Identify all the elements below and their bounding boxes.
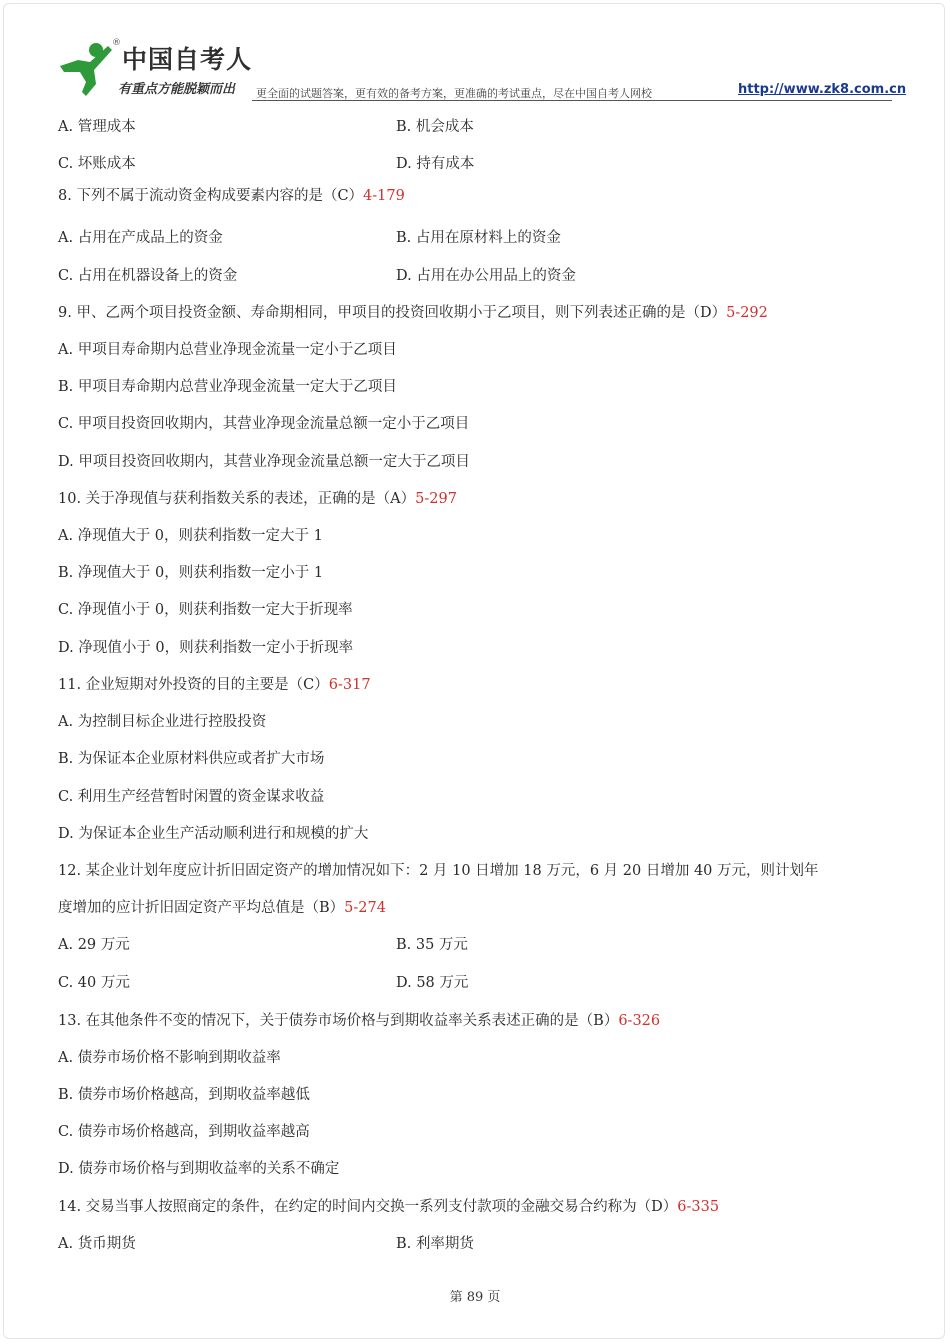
page-reference: 5-297 (415, 491, 457, 507)
question-text: 14. 交易当事人按照商定的条件，在约定的时间内交换一系列支付款项的金融交易合约称为（D） (58, 1199, 678, 1215)
logo-title: 中国自考人 (122, 45, 253, 74)
option-line: C. 利用生产经营暂时闲置的资金谋求收益 (58, 789, 325, 805)
option-line: D. 甲项目投资回收期内，其营业净现金流量总额一定大于乙项目 (58, 454, 470, 470)
question-text: 8. 下列不属于流动资金构成要素内容的是（C） (58, 188, 364, 204)
header-note: 更全面的试题答案，更有效的备考方案，更准确的考试重点，尽在中国自考人网校 (256, 87, 652, 100)
registered-mark: ® (112, 38, 121, 48)
option-line: C. 40 万元 (58, 975, 130, 991)
option-line: B. 为保证本企业原材料供应或者扩大市场 (58, 751, 325, 767)
option-line: D. 净现值小于 0，则获利指数一定小于折现率 (58, 640, 354, 656)
page-number: 第 89 页 (449, 1290, 501, 1305)
question-10 (58, 487, 457, 508)
option-line: A. 货币期货 (58, 1236, 136, 1252)
option-line: C. 甲项目投资回收期内，其营业净现金流量总额一定小于乙项目 (58, 416, 470, 432)
question-9 (58, 301, 768, 322)
page-reference: 5-292 (726, 305, 768, 321)
header-url-link[interactable]: http://www.zk8.com.cn (738, 82, 907, 97)
option-line: B. 债券市场价格越高，到期收益率越低 (58, 1087, 310, 1103)
page-reference: 6-326 (618, 1013, 661, 1029)
option-line: A. 29 万元 (58, 937, 130, 953)
header-rule (252, 100, 892, 101)
option-line: A. 甲项目寿命期内总营业净现金流量一定小于乙项目 (58, 342, 397, 358)
runner-logo-icon (56, 40, 116, 98)
option-line: B. 35 万元 (396, 937, 468, 953)
option-line: C. 坏账成本 (58, 156, 136, 172)
option-line: A. 管理成本 (58, 119, 136, 135)
logo (56, 38, 256, 102)
question-text: 9. 甲、乙两个项目投资金额、寿命期相同，甲项目的投资回收期小于乙项目，则下列表述正确的是（D） (58, 305, 727, 321)
option-line: D. 为保证本企业生产活动顺利进行和规模的扩大 (58, 826, 369, 842)
page-reference: 6-335 (677, 1199, 720, 1215)
question-text: 10. 关于净现值与获利指数关系的表述，正确的是（A） (58, 491, 416, 507)
option-line: C. 占用在机器设备上的资金 (58, 268, 238, 284)
page-reference: 5-274 (344, 900, 386, 916)
question-14 (58, 1195, 719, 1216)
question-12: 12. 某企业计划年度应计折旧固定资产的增加情况如下：2 月 10 日增加 18 万元，6 月 20 日增加 40 万元，则计划年 (58, 863, 819, 879)
question-8 (58, 184, 405, 205)
option-line: D. 占用在办公用品上的资金 (396, 268, 576, 284)
option-line: B. 净现值大于 0，则获利指数一定小于 1 (58, 565, 324, 581)
question-11 (58, 673, 371, 694)
question-text: 度增加的应计折旧固定资产平均总值是（B） (58, 900, 345, 916)
option-line: B. 甲项目寿命期内总营业净现金流量一定大于乙项目 (58, 379, 397, 395)
option-line: B. 利率期货 (396, 1236, 474, 1252)
option-line: C. 净现值小于 0，则获利指数一定大于折现率 (58, 602, 353, 618)
option-line: B. 机会成本 (396, 119, 474, 135)
option-line: B. 占用在原材料上的资金 (396, 230, 561, 246)
option-line: C. 债券市场价格越高，到期收益率越高 (58, 1124, 310, 1140)
page-reference: 6-317 (328, 677, 371, 693)
option-line: A. 为控制目标企业进行控股投资 (58, 714, 267, 730)
logo-slogan: 有重点方能脱颖而出 (118, 82, 236, 97)
page-header (56, 38, 907, 108)
option-line: D. 持有成本 (396, 156, 475, 172)
option-line: A. 占用在产成品上的资金 (58, 230, 223, 246)
option-line: A. 债券市场价格不影响到期收益率 (58, 1050, 281, 1066)
question-text: 11. 企业短期对外投资的目的主要是（C） (58, 677, 329, 693)
question-13 (58, 1009, 660, 1030)
option-line: D. 债券市场价格与到期收益率的关系不确定 (58, 1161, 340, 1177)
question-text: 13. 在其他条件不变的情况下，关于债券市场价格与到期收益率关系表述正确的是（B） (58, 1013, 619, 1029)
page-reference: 4-179 (363, 188, 405, 204)
question-12-continued (58, 896, 386, 917)
option-line: A. 净现值大于 0，则获利指数一定大于 1 (58, 528, 323, 544)
option-line: D. 58 万元 (396, 975, 469, 991)
